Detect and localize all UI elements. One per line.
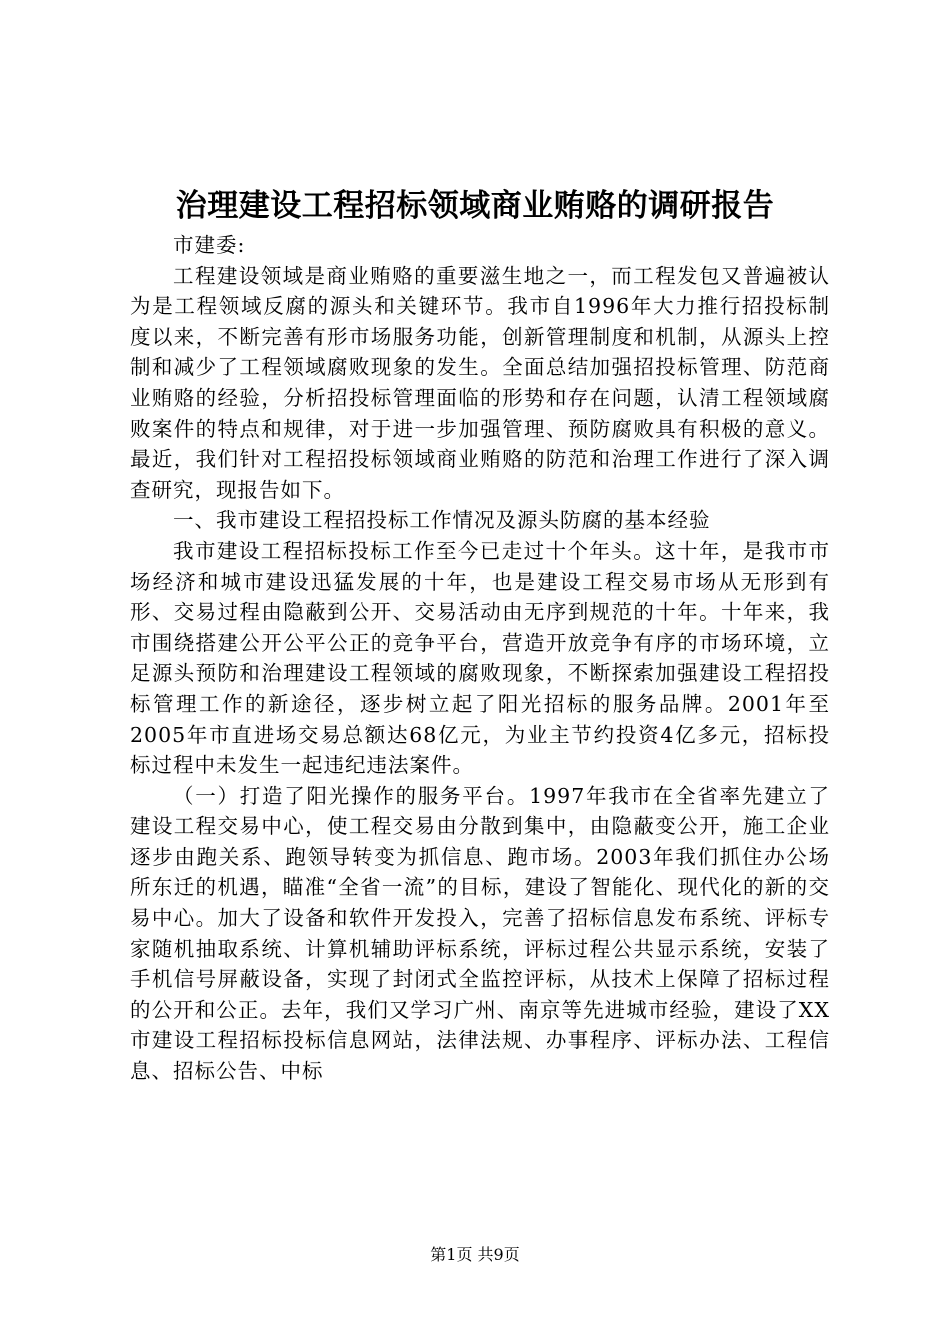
salutation: 市建委: xyxy=(173,233,246,257)
paragraph-overview: 我市建设工程招标投标工作至今已走过十个年头。这十年，是我市市场经济和城市建设迅猛发展的十年，也是建设工程交易市场从无形到有形、交易过程由隐蔽到公开、交易活动由无序到规范的十年。十年来，我市围绕搭建公开公平公正的竞争平台，营造开放竞争有序的市场环境，立足源头预防和治理建设工程领域的腐败现象，不断探索加强建设工程招投标管理工作的新途径，逐步树立起了阳光招标的服务品牌。2001年至2005年市直进场交易总额达68亿元，为业主节约投资4亿多元，招标投标过程中未发生一起违纪违法案件。 xyxy=(130,538,830,778)
page-footer: 第1页 共9页 xyxy=(430,1245,520,1264)
document-title: 治理建设工程招标领域商业贿赂的调研报告 xyxy=(175,188,775,224)
document-body xyxy=(130,230,830,1087)
section-heading: 一、我市建设工程招投标工作情况及源头防腐的基本经验 xyxy=(173,508,711,533)
paragraph-subsection-1: （一）打造了阳光操作的服务平台。1997年我市在全省率先建立了建设工程交易中心，使工程交易由分散到集中，由隐蔽变公开，施工企业逐步由跑关系、跑领导转变为抓信息、跑市场。2003年我们抓住办公场所东迁的机遇，瞄准“全省一流”的目标，建设了智能化、现代化的新的交易中心。加大了设备和软件开发投入，完善了招标信息发布系统、评标专家随机抽取系统、计算机辅助评标系统，评标过程公共显示系统，安装了手机信号屏蔽设备，实现了封闭式全监控评标，从技术上保障了招标过程的公开和公正。去年，我们又学习广州、南京等先进城市经验，建设了XX市建设工程招标投标信息网站，法律法规、办事程序、评标办法、工程信息、招标公告、中标 xyxy=(130,783,830,1084)
paragraph-intro: 工程建设领域是商业贿赂的重要滋生地之一，而工程发包又普遍被认为是工程领域反腐的源头和关键环节。我市自1996年大力推行招投标制度以来，不断完善有形市场服务功能，创新管理制度和机制，从源头上控制和减少了工程领域腐败现象的发生。全面总结加强招投标管理、防范商业贿赂的经验，分析招投标管理面临的形势和存在问题，认清工程领域腐败案件的特点和规律，对于进一步加强管理、预防腐败具有积极的意义。最近，我们针对工程招投标领域商业贿赂的防范和治理工作进行了深入调查研究，现报告如下。 xyxy=(130,263,830,502)
